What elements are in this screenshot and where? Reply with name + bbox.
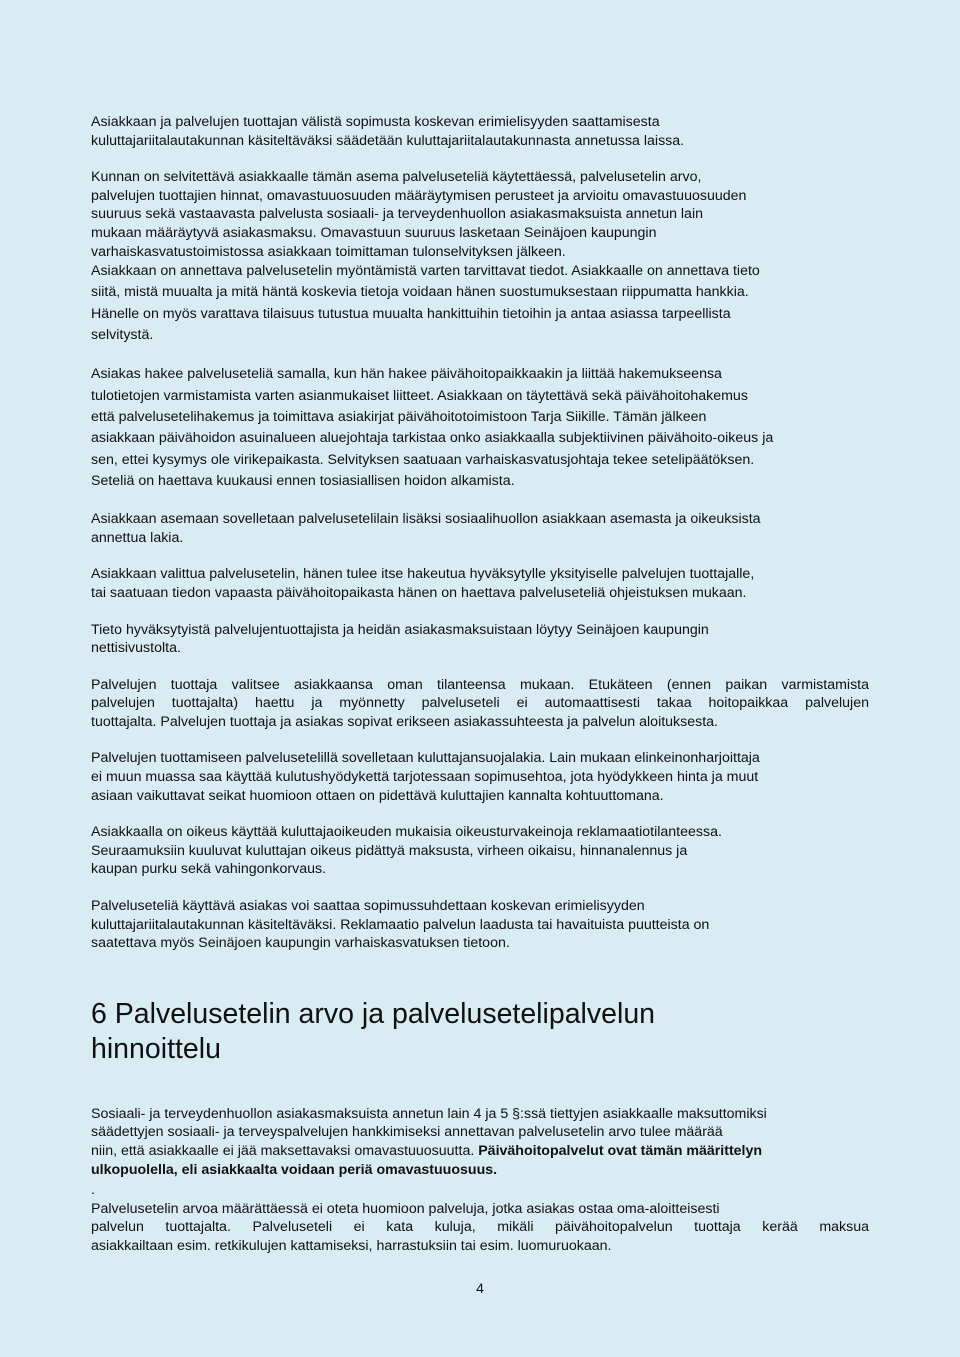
text-line: suuruus sekä vastaavasta palvelusta sosiaali- ja terveydenhuollon asiakasmaksuista annetun lain [91,206,703,223]
section-heading [91,997,869,1068]
text-line: Seteliä on haettava kuukausi ennen tosiasiallisen hoidon alkamista. [91,472,515,489]
paragraph-voucher-value [91,1105,869,1179]
text-line: Asiakkaan on annettava palvelusetelin myöntämistä varten tarvittavat tiedot. Asiakkaalle on annettava tieto [91,263,760,280]
text-line: Hänelle on myös varattava tilaisuus tutustua muualta hankittuihin tietoihin ja antaa asiassa tarpeellista [91,305,731,322]
section-heading-line: hinnoittelu [91,1033,221,1066]
text-line: säädettyjen sosiaali- ja terveyspalvelujen hankkimiseksi annettavan palvelusetelin arvo tulee määrää [91,1124,723,1141]
page-content [91,113,869,1256]
text-line: varhaiskasvatustoimistossa asiakkaan toimittaman tulonselvityksen jälkeen. [91,243,566,260]
text-line: palvelujen tuottajien hinnat, omavastuuosuuden määräytymisen perusteet ja arvioitu omavastuuosuuden [91,187,747,204]
text-line: asiaan vaikuttavat seikat huomioon ottaen on pidettävä kuluttajien kannalta kohtuuttomana. [91,787,664,804]
text-line: mukaan määräytyvä asiakasmaksu. Omavastuun suuruus lasketaan Seinäjoen kaupungin [91,224,657,241]
text-line: sen, ettei kysymys ole virikepaikasta. Selvityksen saatuaan varhaiskasvatusjohtaja tekee setelipäätöksen. [91,451,755,468]
text-line: palvelun tuottajalta. Palveluseteli ei kata kuluja, mikäli päivähoitopalvelun tuottaja kerää maksua [91,1219,869,1236]
section-heading-line: 6 Palvelusetelin arvo ja palvelusetelipalvelun [91,997,656,1030]
paragraph-client-status [91,510,869,547]
paragraph-municipality-info [91,168,869,261]
text-line: Asiakas hakee palveluseteliä samalla, kun hän hakee päivähoitopaikkaakin ja liittää hakemukseensa [91,366,722,383]
text-line: että palvelusetelihakemus ja toimittava asiakirjat päivähoitotoimistoon Tarja Siikille. Tämän jälkeen [91,408,707,425]
text-line: ei muun muassa saa käyttää kulutushyödykettä tarjotessaan sopimusehtoa, jota hyödykkeen hinta ja muut [91,769,759,786]
paragraph-remedies [91,823,869,879]
paragraph-application [91,364,869,492]
text-line: tuottajalta. Palvelujen tuottaja ja asiakas sopivat erikseen asiakassuhteesta ja palvelun aloituksesta. [91,713,718,730]
text-line: siitä, mistä muualta ja mitä häntä koskevia tietoja voidaan hänen suostumuksestaan riippumatta hankkia. [91,284,749,301]
paragraph-voucher-exclusions [91,1200,869,1256]
text-line: asiakkailtaan esim. retkikulujen kattamiseksi, harrastuksiin tai esim. luomuruokaan. [91,1237,612,1254]
text-line: Palvelusetelin arvoa määrättäessä ei oteta huomioon palveluja, jotka asiakas ostaa oma-aloitteisesti [91,1200,720,1217]
text-line: Palveluseteliä käyttävä asiakas voi saattaa sopimussuhdettaan koskevan erimielisyyden [91,898,645,915]
paragraph-reclamation [91,897,869,953]
text-line: Asiakkaan asemaan sovelletaan palvelusetelilain lisäksi sosiaalihuollon asiakkaan asemasta ja oikeuksista [91,511,761,528]
text-line: Tieto hyväksytyistä palvelujentuottajista ja heidän asiakasmaksuistaan löytyy Seinäjoen kaupungin [91,621,709,638]
text-line: Seuraamuksiin kuuluvat kuluttajan oikeus pidättyä maksusta, virheen oikaisu, hinnanalennus ja [91,842,688,859]
text-line: Asiakkaalla on oikeus käyttää kuluttajaoikeuden mukaisia oikeusturvakeinoja reklamaatiotilanteessa. [91,824,722,841]
text-line [91,1142,869,1161]
page-number: 4 [476,1280,484,1296]
text-line: kaupan purku sekä vahingonkorvaus. [91,861,327,878]
text-line: annettua lakia. [91,529,184,546]
text-line: asiakkaan päivähoidon asuinalueen aluejohtaja tarkistaa onko asiakkaalla subjektiivinen päivähoito-oikeus ja [91,430,774,447]
text-line: Kunnan on selvitettävä asiakkaalle tämän asema palveluseteliä käytettäessä, palvelusetelin arvo, [91,169,702,186]
text-bold: ulkopuolella, eli asiakkaalta voidaan periä omavastuuosuus. [91,1161,498,1178]
text-line: kuluttajariitalautakunnan käsiteltäväksi. Reklamaatio palvelun laadusta tai havaituista puutteista on [91,916,710,933]
text-line: Palvelujen tuottamiseen palvelusetelillä sovelletaan kuluttajansuojalakia. Lain mukaan elinkeinonharjoittaja [91,750,760,767]
paragraph-client-information [91,261,869,346]
text-line: saatettava myös Seinäjoen kaupungin varhaiskasvatuksen tietoon. [91,935,510,952]
paragraph-provider-list [91,621,869,658]
text-bold: Päivähoitopalvelut ovat tämän määrittelyn [478,1143,763,1159]
paragraph-provider-selection [91,676,869,732]
text-line: Palvelujen tuottaja valitsee asiakkaansa oman tilanteensa mukaan. Etukäteen (ennen paikan varmistamista [91,676,869,693]
text-line: palvelujen tuottajalta) haettu ja myönnetty palveluseteli ei automaattisesti takaa hoitopaikkaa palvelujen [91,695,869,712]
text-plain: niin, että asiakkaalle ei jää maksettavaksi omavastuuosuutta. [91,1143,479,1159]
paragraph-consumer-protection [91,749,869,805]
paragraph-provider-choice [91,565,869,602]
text-line: tai saatuaan tiedon vapaasta päivähoitopaikasta hänen on haettava palveluseteliä ohjeistuksen mukaan. [91,584,747,601]
text-line: tulotietojen varmistamista varten asianmukaiset liitteet. Asiakkaan on täytettävä sekä päivähoitohakemus [91,387,748,404]
paragraph-dispute [91,113,869,150]
text-line: selvitystä. [91,327,154,344]
text-line [91,1161,869,1180]
text-line: Asiakkaan ja palvelujen tuottajan välistä sopimusta koskevan erimielisyyden saattamisesta [91,114,660,130]
text-line: nettisivustolta. [91,640,181,657]
text-line: kuluttajariitalautakunnan käsiteltäväksi säädetään kuluttajariitalautakunnasta annetussa laissa. [91,132,685,149]
text-line: Asiakkaan valittua palvelusetelin, hänen tulee itse hakeutua hyväksytylle yksityiselle palvelujen tuottajalle, [91,566,755,583]
stray-dot: . [91,1182,95,1199]
text-line: Sosiaali- ja terveydenhuollon asiakasmaksuista annetun lain 4 ja 5 §:ssä tiettyjen asiakkaalle maksuttomiksi [91,1105,767,1122]
